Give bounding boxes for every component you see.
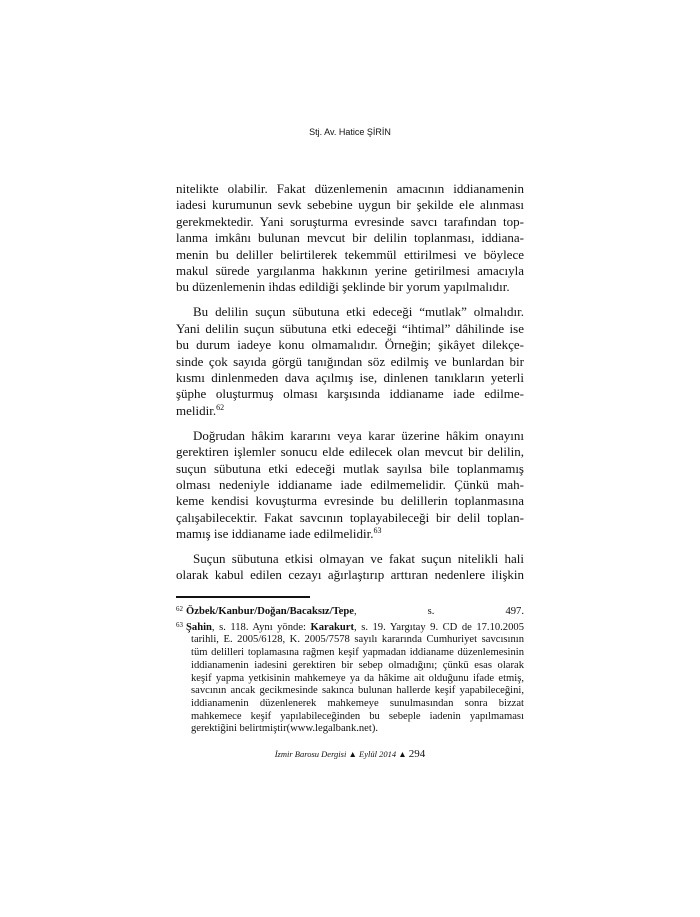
text-line: lanma imkânı bulunan mevcut bir delilin toplanması, iddiana- [176, 230, 524, 246]
text-line: sinde çok sayıda görgü tanığından söz edilmiş ve bunlardan bir [176, 353, 524, 369]
text-line: Yani delilin suçun sübutuna etki edeceği “ihtimal” dâhilinde ise [176, 320, 524, 336]
text-line: suçun sübutuna etki edeceği mutlak sayılsa bile toplanmamış [176, 460, 524, 476]
text-line: kısmı dinlenmeden dava açılmış ise, dinlenen tanıkların yeterli [176, 369, 524, 385]
text-line: Bu delilin suçun sübutuna etki edeceği “mutlak” olmalıdır. [193, 304, 524, 320]
journal-name: İzmir Barosu Dergisi [274, 749, 347, 759]
text-line: mamış ise iddianame iade edilmelidir.$^{63}$ [176, 526, 382, 542]
issue-date: Eylül 2014 [359, 749, 397, 759]
footnote-line: tarihli, E. 2005/6128, K. 2005/7578 sayılı kararında Cumhuriyet savcısının [191, 634, 524, 646]
text-line: bu düzenlemenin ihdas edildiği şeklinde bir yorum yapılmalıdır. [176, 279, 510, 295]
text-line: Suçun sübutuna etkisi olmayan ve fakat suçun nitelikli hali [193, 551, 524, 567]
footnote-line: iddianamenin iadesini gerektiren bir sebep olmadığını; çünkü esas olarak [191, 659, 524, 671]
text-line: gerekmektedir. Yani soruşturma evresinde savcı tarafından top- [176, 213, 524, 229]
separator-icon: ▲ [348, 749, 357, 759]
page-number: 294 [408, 748, 426, 760]
footnote-line: gerektiğini belirtmiştir(www.legalbank.net). [191, 723, 379, 735]
footnote-line: iddianamenin düzenlenerek mahkemeye sunulmasından sonra bizzat [191, 697, 524, 709]
text-line: keme kendisi kovuşturma evresinde bu delillerin toplanmasına [176, 493, 524, 509]
paragraph [176, 304, 524, 419]
text-line: gerektiren işlemler sonucu elde edilecek olan mevcut bir delilin, [176, 444, 524, 460]
text-line: çalışabilecektir. Fakat savcının toplayabileceği bir delil toplan- [176, 509, 524, 525]
text-line: menin bu deliller belirtilerek tekemmül ettirilmesi ve böylece [176, 246, 524, 262]
page-footer [0, 748, 700, 760]
paragraph [176, 181, 524, 296]
footnote-line: keşif yapma yetkisinin mahkemeye ya da hâkime ait olduğunu ifade etmiş, [191, 672, 524, 684]
footnote-line: tüm delilleri toplamasına rağmen keşif yapmadan iddianame düzenlemesinin [191, 647, 524, 659]
footnote-reference[interactable]: 62 [216, 402, 225, 412]
footnote-line: savcının ancak gecikmesinde sakınca bulunan hallerde keşif yapabileceğini, [191, 685, 524, 697]
footnote-separator [176, 596, 310, 598]
running-header: Stj. Av. Hatice ŞİRİN [309, 127, 391, 137]
text-line: melidir.$^{62}$ [176, 402, 225, 418]
body-text [176, 181, 524, 592]
footnote-line: mahkemece keşif yapılabileceğinden bu sebeple iadenin yapılmaması [191, 710, 524, 722]
text-line: bu durum iadeye konu olmamalıdır. Örneğin; şikâyet dilekçe- [176, 337, 524, 353]
footnote-reference[interactable]: 63 [373, 526, 382, 536]
text-line: olarak kabul edilen cezayı ağırlaştırıp arttıran nedenlere ilişkin [176, 567, 524, 583]
text-line: olması nedeniyle iddianame iade edilmemelidir. Çünkü mah- [176, 476, 524, 492]
text-line: nitelikte olabilir. Fakat düzenlemenin amacının iddianamenin [176, 181, 524, 196]
separator-icon: ▲ [398, 749, 407, 759]
paragraph [176, 428, 524, 543]
text-line: şüphe oluşturmuş olması karşısında iddianame iade edilme- [176, 386, 524, 402]
text-line: iadesi kurumunun sevk sebebine uygun bir şekilde ele alınması [176, 197, 524, 213]
text-line: makul sürede yargılanma hakkının yerine getirilmesi amacıyla [176, 263, 524, 279]
footnotes [176, 603, 524, 736]
footnote-63: $^{63}$ Şahin, s. 118. Aynı yönde: Karakurt, s. 19. Yargıtay 9. CD de 17.10.2005 [176, 620, 524, 633]
text-line: Doğrudan hâkim kararını veya karar üzerine hâkim onayını [193, 427, 524, 443]
footnote-62: $^{62}$ Özbek/Kanbur/Doğan/Bacaksız/Tepe, s. 497. [176, 605, 524, 617]
paragraph [176, 551, 524, 584]
